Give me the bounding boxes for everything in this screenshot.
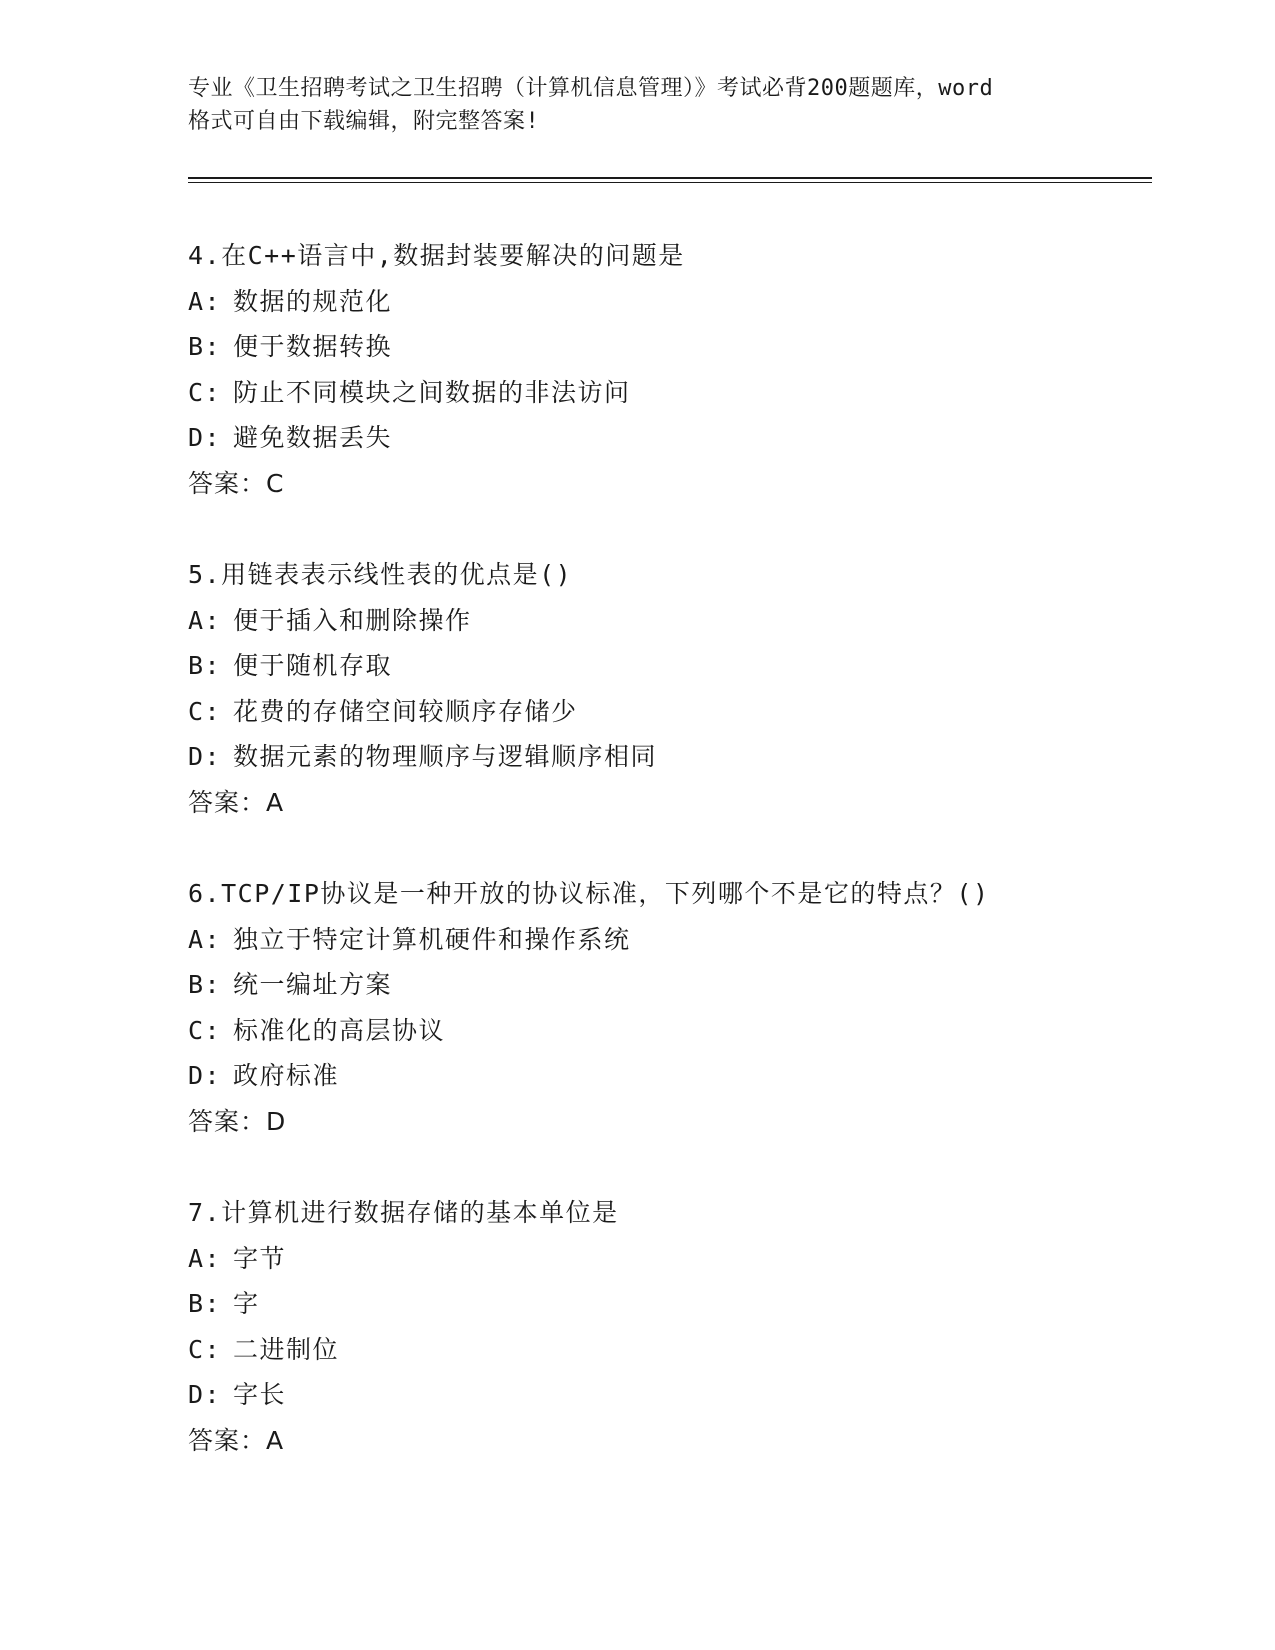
option-prefix: C: [188, 377, 222, 407]
option-prefix: D: [188, 1380, 222, 1409]
answer-line: 答案：C [188, 468, 285, 498]
option-b [188, 643, 1148, 689]
option-text: 字长 [233, 1380, 287, 1409]
option-prefix: C: [188, 696, 222, 726]
option-text: 字节 [233, 1243, 287, 1273]
option-text: 字 [233, 1289, 260, 1318]
option-b [188, 962, 1148, 1008]
option-prefix: B: [188, 1289, 222, 1318]
option-text: 数据元素的物理顺序与逻辑顺序相同 [233, 742, 658, 771]
question-title: 6.TCP/IP协议是一种开放的协议标准，下列哪个不是它的特点？() [188, 879, 990, 908]
header-line-1: 专业《卫生招聘考试之卫生招聘（计算机信息管理）》考试必背200题题库，word [188, 76, 994, 101]
option-text: 花费的存储空间较顺序存储少 [233, 696, 578, 726]
option-text: 政府标准 [233, 1061, 340, 1090]
option-text: 便于数据转换 [233, 332, 393, 361]
option-prefix: D: [188, 742, 222, 771]
header-line-2: 格式可自由下载编辑，附完整答案! [188, 109, 540, 134]
option-b [188, 324, 1148, 370]
option-text: 便于插入和删除操作 [233, 605, 472, 635]
option-prefix: D: [188, 1061, 222, 1090]
option-c [188, 689, 1148, 735]
question-title: 4.在C++语言中,数据封装要解决的问题是 [188, 241, 685, 270]
header-divider [188, 177, 1152, 183]
option-a [188, 598, 1148, 644]
option-text: 数据的规范化 [233, 286, 393, 316]
option-prefix: A: [188, 924, 222, 954]
option-prefix: B: [188, 651, 222, 680]
answer-line: 答案：A [188, 787, 285, 817]
option-prefix: B: [188, 332, 222, 361]
answer-line: 答案：D [188, 1106, 287, 1136]
option-prefix: D: [188, 423, 222, 452]
option-a [188, 279, 1148, 325]
option-text: 统一编址方案 [233, 970, 393, 999]
option-prefix: C: [188, 1015, 222, 1045]
option-text: 标准化的高层协议 [233, 1015, 446, 1045]
question-list [188, 233, 1148, 1463]
document-page [188, 72, 1148, 1509]
question-7 [188, 1190, 1148, 1463]
option-text: 避免数据丢失 [233, 423, 393, 452]
option-text: 二进制位 [233, 1334, 340, 1364]
option-prefix: A: [188, 1243, 222, 1273]
option-text: 独立于特定计算机硬件和操作系统 [233, 924, 631, 954]
option-prefix: C: [188, 1334, 222, 1364]
option-text: 便于随机存取 [233, 651, 393, 680]
option-text: 防止不同模块之间数据的非法访问 [233, 377, 631, 407]
option-a [188, 1236, 1148, 1282]
option-d [188, 734, 1148, 780]
option-b [188, 1281, 1148, 1327]
option-prefix: B: [188, 970, 222, 999]
answer-line: 答案：A [188, 1425, 285, 1455]
option-prefix: A: [188, 286, 222, 316]
question-6 [188, 871, 1148, 1144]
option-d [188, 1053, 1148, 1099]
option-prefix: A: [188, 605, 222, 635]
option-a [188, 917, 1148, 963]
question-4 [188, 233, 1148, 506]
option-c [188, 1327, 1148, 1373]
option-d [188, 415, 1148, 461]
question-5 [188, 552, 1148, 825]
document-header [188, 72, 1088, 138]
option-c [188, 370, 1148, 416]
question-title: 5.用链表表示线性表的优点是() [188, 560, 573, 589]
question-title: 7.计算机进行数据存储的基本单位是 [188, 1198, 619, 1227]
option-d [188, 1372, 1148, 1418]
option-c [188, 1008, 1148, 1054]
